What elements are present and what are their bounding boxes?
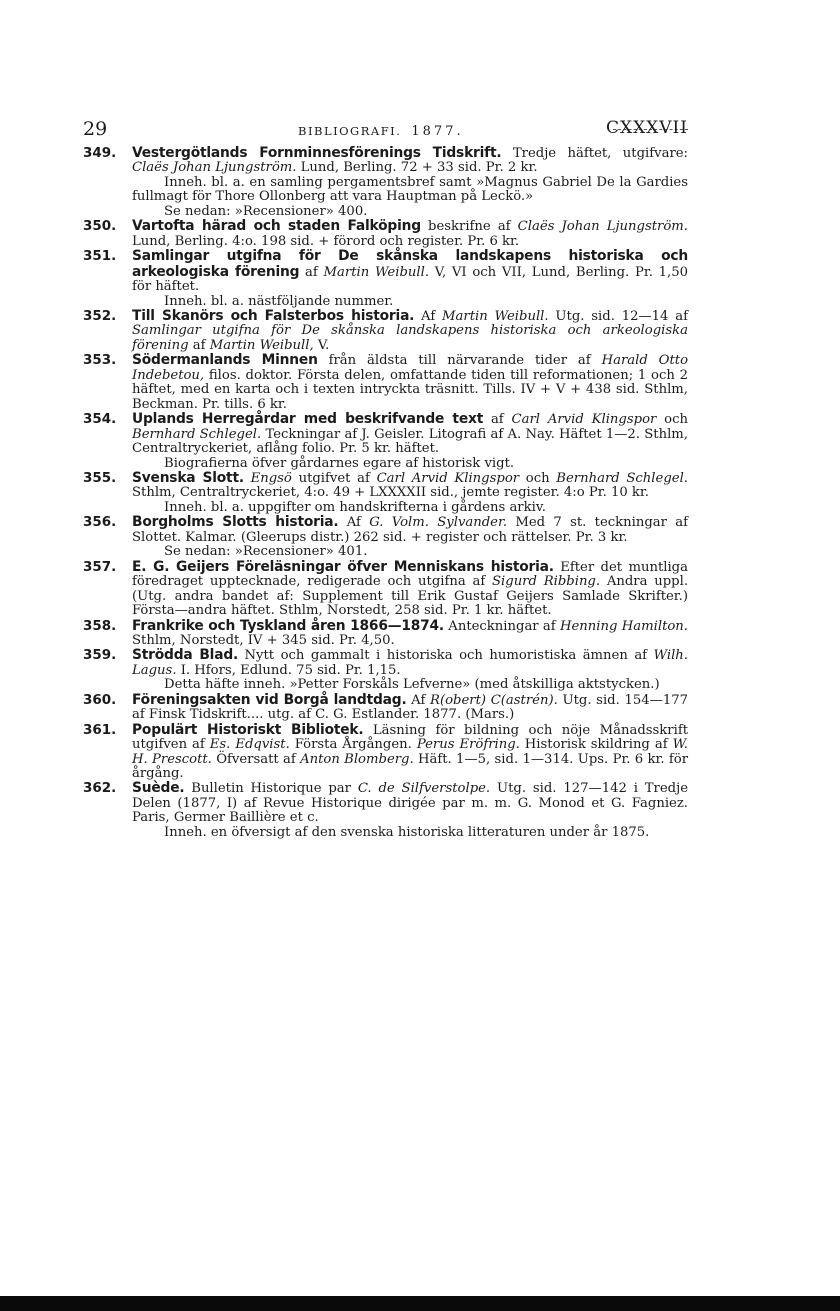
entry-note: Detta häfte inneh. »Petter Forskåls Lefverne» (med åtskilliga aktstycken.) <box>164 677 660 693</box>
entry-text: Historisk skildring af <box>519 737 673 753</box>
entry-subtitle: Perus Eröfring. <box>416 737 520 753</box>
entry-number: 361. <box>83 721 117 738</box>
entry-title: E. G. Geijers Föreläsningar öfver Menniskans historia. <box>132 558 554 575</box>
entry-note: Se nedan: »Recensioner» 401. <box>164 544 368 560</box>
running-title <box>298 124 464 139</box>
entry-text: Andra uppl. (Utg. andra bandet af: Supplement till Erik Gustaf Geijers Samlade Skrifter.) Första—andra häftet. Sthlm, Norstedt, 258 sid. Pr. 1 kr. häftet. <box>132 574 689 619</box>
entry-author: Henning Hamilton. <box>560 618 688 634</box>
entry-text: Tredje häftet, utgifvare: <box>501 146 688 161</box>
entry-author: G. Volm. Sylvander. <box>369 515 508 531</box>
entry-number: 349. <box>83 145 117 161</box>
entry-text: utgifvet af <box>291 470 377 486</box>
page-header <box>83 112 688 146</box>
entry-text: Med 7 st. teckningar af Slottet. Kalmar. (Gleerups distr.) 262 sid. + register och rättelser. Pr. 3 kr. <box>132 515 689 545</box>
entry-author: Harald Otto Indebetou, <box>132 353 689 383</box>
running-year: 1877. <box>411 124 464 139</box>
entry-text: af <box>483 412 512 428</box>
entry-note: Inneh. bl. a. en samling pergamentsbref samt »Magnus Gabriel De la Gardies fullmagt för Thore Ollonberg att vara Hauptman på Leckö.» <box>132 174 688 205</box>
entry-author: Martin Weibull. <box>323 264 430 280</box>
entry-text: och <box>656 412 688 428</box>
entry-text: Utg. sid. 12—14 af <box>548 308 688 324</box>
entry-title: Till Skanörs och Falsterbos historia. <box>132 307 415 324</box>
entry-text: af <box>299 264 324 280</box>
entry-number: 350. <box>83 218 117 235</box>
entry-title: Borgholms Slotts historia. <box>132 514 339 531</box>
page-number: 29 <box>83 118 108 140</box>
entry-author: Martin Weibull. <box>442 308 549 324</box>
entry-355 <box>83 471 688 515</box>
entry-author: Carl Arvid Klingspor <box>376 470 520 486</box>
entry-number: 358. <box>83 617 117 634</box>
entry-note: Inneh. en öfversigt af den svenska historiska litteraturen under år 1875. <box>164 824 650 840</box>
entry-number: 360. <box>83 691 117 708</box>
entry-text: Utg. sid. 127—142 i Tredje Delen (1877, I) af Revue Historique dirigée par m. m. G. Monod et G. Fagniez. Paris, Germer Baillière et c. <box>132 781 689 826</box>
entry-number: 351. <box>83 248 117 265</box>
entry-author: Sigurd Ribbing. <box>492 574 601 590</box>
entry-text: Af <box>406 692 431 708</box>
entry-text: V, VI och VII, Lund, Berling. Pr. 1,50 för häftet. <box>132 264 688 295</box>
entry-text: Häft. 1—5, sid. 1—314. Ups. Pr. 6 kr. för årgång. <box>132 751 689 782</box>
entry-number: 355. <box>83 469 117 486</box>
entry-350 <box>83 219 688 249</box>
entry-number: 362. <box>83 780 117 797</box>
entry-title: Strödda Blad. <box>132 647 239 664</box>
entry-text: V. <box>313 337 330 353</box>
entry-number: 357. <box>83 558 117 575</box>
entry-text: beskrifne af <box>420 219 518 235</box>
entry-author: Claës Johan Ljungström. <box>517 219 688 235</box>
entry-title: Vartofta härad och staden Falköping <box>132 218 421 235</box>
entry-text: I. Hfors, Edlund. 75 sid. Pr. 1,15. <box>176 662 401 678</box>
entry-title: Svenska Slott. <box>132 469 244 486</box>
entry-note: Inneh. bl. a. nästföljande nummer. <box>164 293 394 309</box>
entry-362 <box>83 781 688 840</box>
entry-353 <box>83 353 688 412</box>
scan-edge-bar <box>0 1296 840 1311</box>
entry-number: 353. <box>83 352 117 369</box>
entry-text: Af <box>414 308 443 324</box>
bibliography-page <box>83 112 688 840</box>
entry-text: Första Årgången. <box>289 737 417 753</box>
entry-349 <box>83 146 688 219</box>
entry-text: af <box>188 337 210 353</box>
entry-author: Carl Arvid Klingspor <box>511 412 657 428</box>
entry-358 <box>83 619 688 649</box>
entry-356 <box>83 515 688 559</box>
entry-title: Uplands Herregårdar med beskrifvande text <box>132 411 484 428</box>
entry-text: Af <box>338 515 370 531</box>
entry-series: Samlingar utgifna för De skånska landskapens historiska och arkeologiska förening <box>132 323 688 353</box>
entry-text: Teckningar af J. Geisler. Litografi af A. Nay. Häftet 1—2. Sthlm, Centraltryckeriet, aflång folio. Pr. 5 kr. häftet. <box>132 426 688 457</box>
running-title-text: BIBLIOGRAFI. <box>298 124 402 138</box>
entry-361 <box>83 723 688 782</box>
entry-354 <box>83 412 688 471</box>
entry-number: 352. <box>83 307 117 324</box>
entry-number: 354. <box>83 411 117 428</box>
entry-text: Efter det muntliga föredraget upptecknade, redigerade och utgifna af <box>132 559 688 590</box>
entry-note: Inneh. bl. a. uppgifter om handskrifterna i gårdens arkiv. <box>164 499 546 515</box>
entry-note: Se nedan: »Recensioner» 400. <box>164 203 368 219</box>
entry-author: Es. Edqvist. <box>209 737 290 753</box>
entry-title: Suède. <box>132 780 185 797</box>
entry-text: och <box>519 470 557 486</box>
entry-author: W. H. Prescott. <box>132 737 689 767</box>
entry-author: R(obert) C(astrén). <box>430 692 558 708</box>
entry-352 <box>83 309 688 353</box>
entry-title: Frankrike och Tyskland åren 1866—1874. <box>132 617 444 634</box>
entry-note: Biografierna öfver gårdarnes egare af historisk vigt. <box>164 455 515 471</box>
entry-text: Lund, Berling. 4:o. 198 sid. + förord och register. Pr. 6 kr. <box>132 233 520 249</box>
entry-text: Sthlm, Norstedt, IV + 345 sid. Pr. 4,50. <box>132 632 395 648</box>
entry-number: 359. <box>83 647 117 664</box>
entry-author: Martin Weibull, <box>209 337 314 353</box>
entry-359 <box>83 648 688 692</box>
entry-author: C. de Silfverstolpe. <box>357 781 491 797</box>
entry-357 <box>83 560 688 619</box>
entry-text: Sthlm, Centraltryckeriet, 4:o. 49 + LXXXXII sid., jemte register. 4:o Pr. 10 kr. <box>132 485 649 501</box>
entry-title: Föreningsakten vid Borgå landtdag. <box>132 691 407 708</box>
entry-author: Claës Johan Ljungström. <box>132 160 297 176</box>
entry-number: 356. <box>83 514 117 531</box>
entry-title: Vestergötlands Fornminnesförenings Tidskrift. <box>132 145 502 161</box>
entry-351 <box>83 249 688 309</box>
entry-title: Södermanlands Minnen <box>132 352 318 369</box>
entry-text: Bulletin Historique par <box>184 781 358 797</box>
entry-text: filos. doktor. Första delen, omfattande tiden till reformationen; 1 och 2 häftet, med en karta och i texten intryckta träsnitt. Tills. IV + V + 438 sid. Sthlm, Beckman. Pr. tills. 6 kr. <box>132 367 688 412</box>
entry-author: Bernhard Schlegel. <box>556 470 688 486</box>
entry-text: Anteckningar af <box>443 618 560 634</box>
entry-360 <box>83 693 688 723</box>
entry-place: Engsö <box>250 470 292 486</box>
entry-title: Populärt Historiskt Bibliotek. <box>132 721 364 738</box>
entry-author: Wilh. Lagus. <box>132 648 688 678</box>
entry-author: Bernhard Schlegel. <box>132 426 262 442</box>
roman-page-number: CXXXVII <box>605 118 688 138</box>
entry-text: Utg. sid. 154—177 af Finsk Tidskrift.... utg. af C. G. Estlander. 1877. (Mars.) <box>132 692 688 723</box>
entry-text: Öfversatt af <box>211 751 301 767</box>
entry-author: Anton Blomberg. <box>300 751 414 767</box>
entry-text: Läsning för bildning och nöje Månadsskrift utgifven af <box>132 722 689 753</box>
entry-text <box>244 471 251 486</box>
entry-title: Samlingar utgifna för De skånska landskapens historiska och arkeologiska förening <box>132 248 688 280</box>
entry-text: Lund, Berling. 72 + 33 sid. Pr. 2 kr. <box>296 160 538 176</box>
entry-list <box>83 146 688 840</box>
entry-text: från äldsta till närvarande tider af <box>317 353 602 369</box>
entry-text: Nytt och gammalt i historiska och humoristiska ämnen af <box>238 648 654 664</box>
